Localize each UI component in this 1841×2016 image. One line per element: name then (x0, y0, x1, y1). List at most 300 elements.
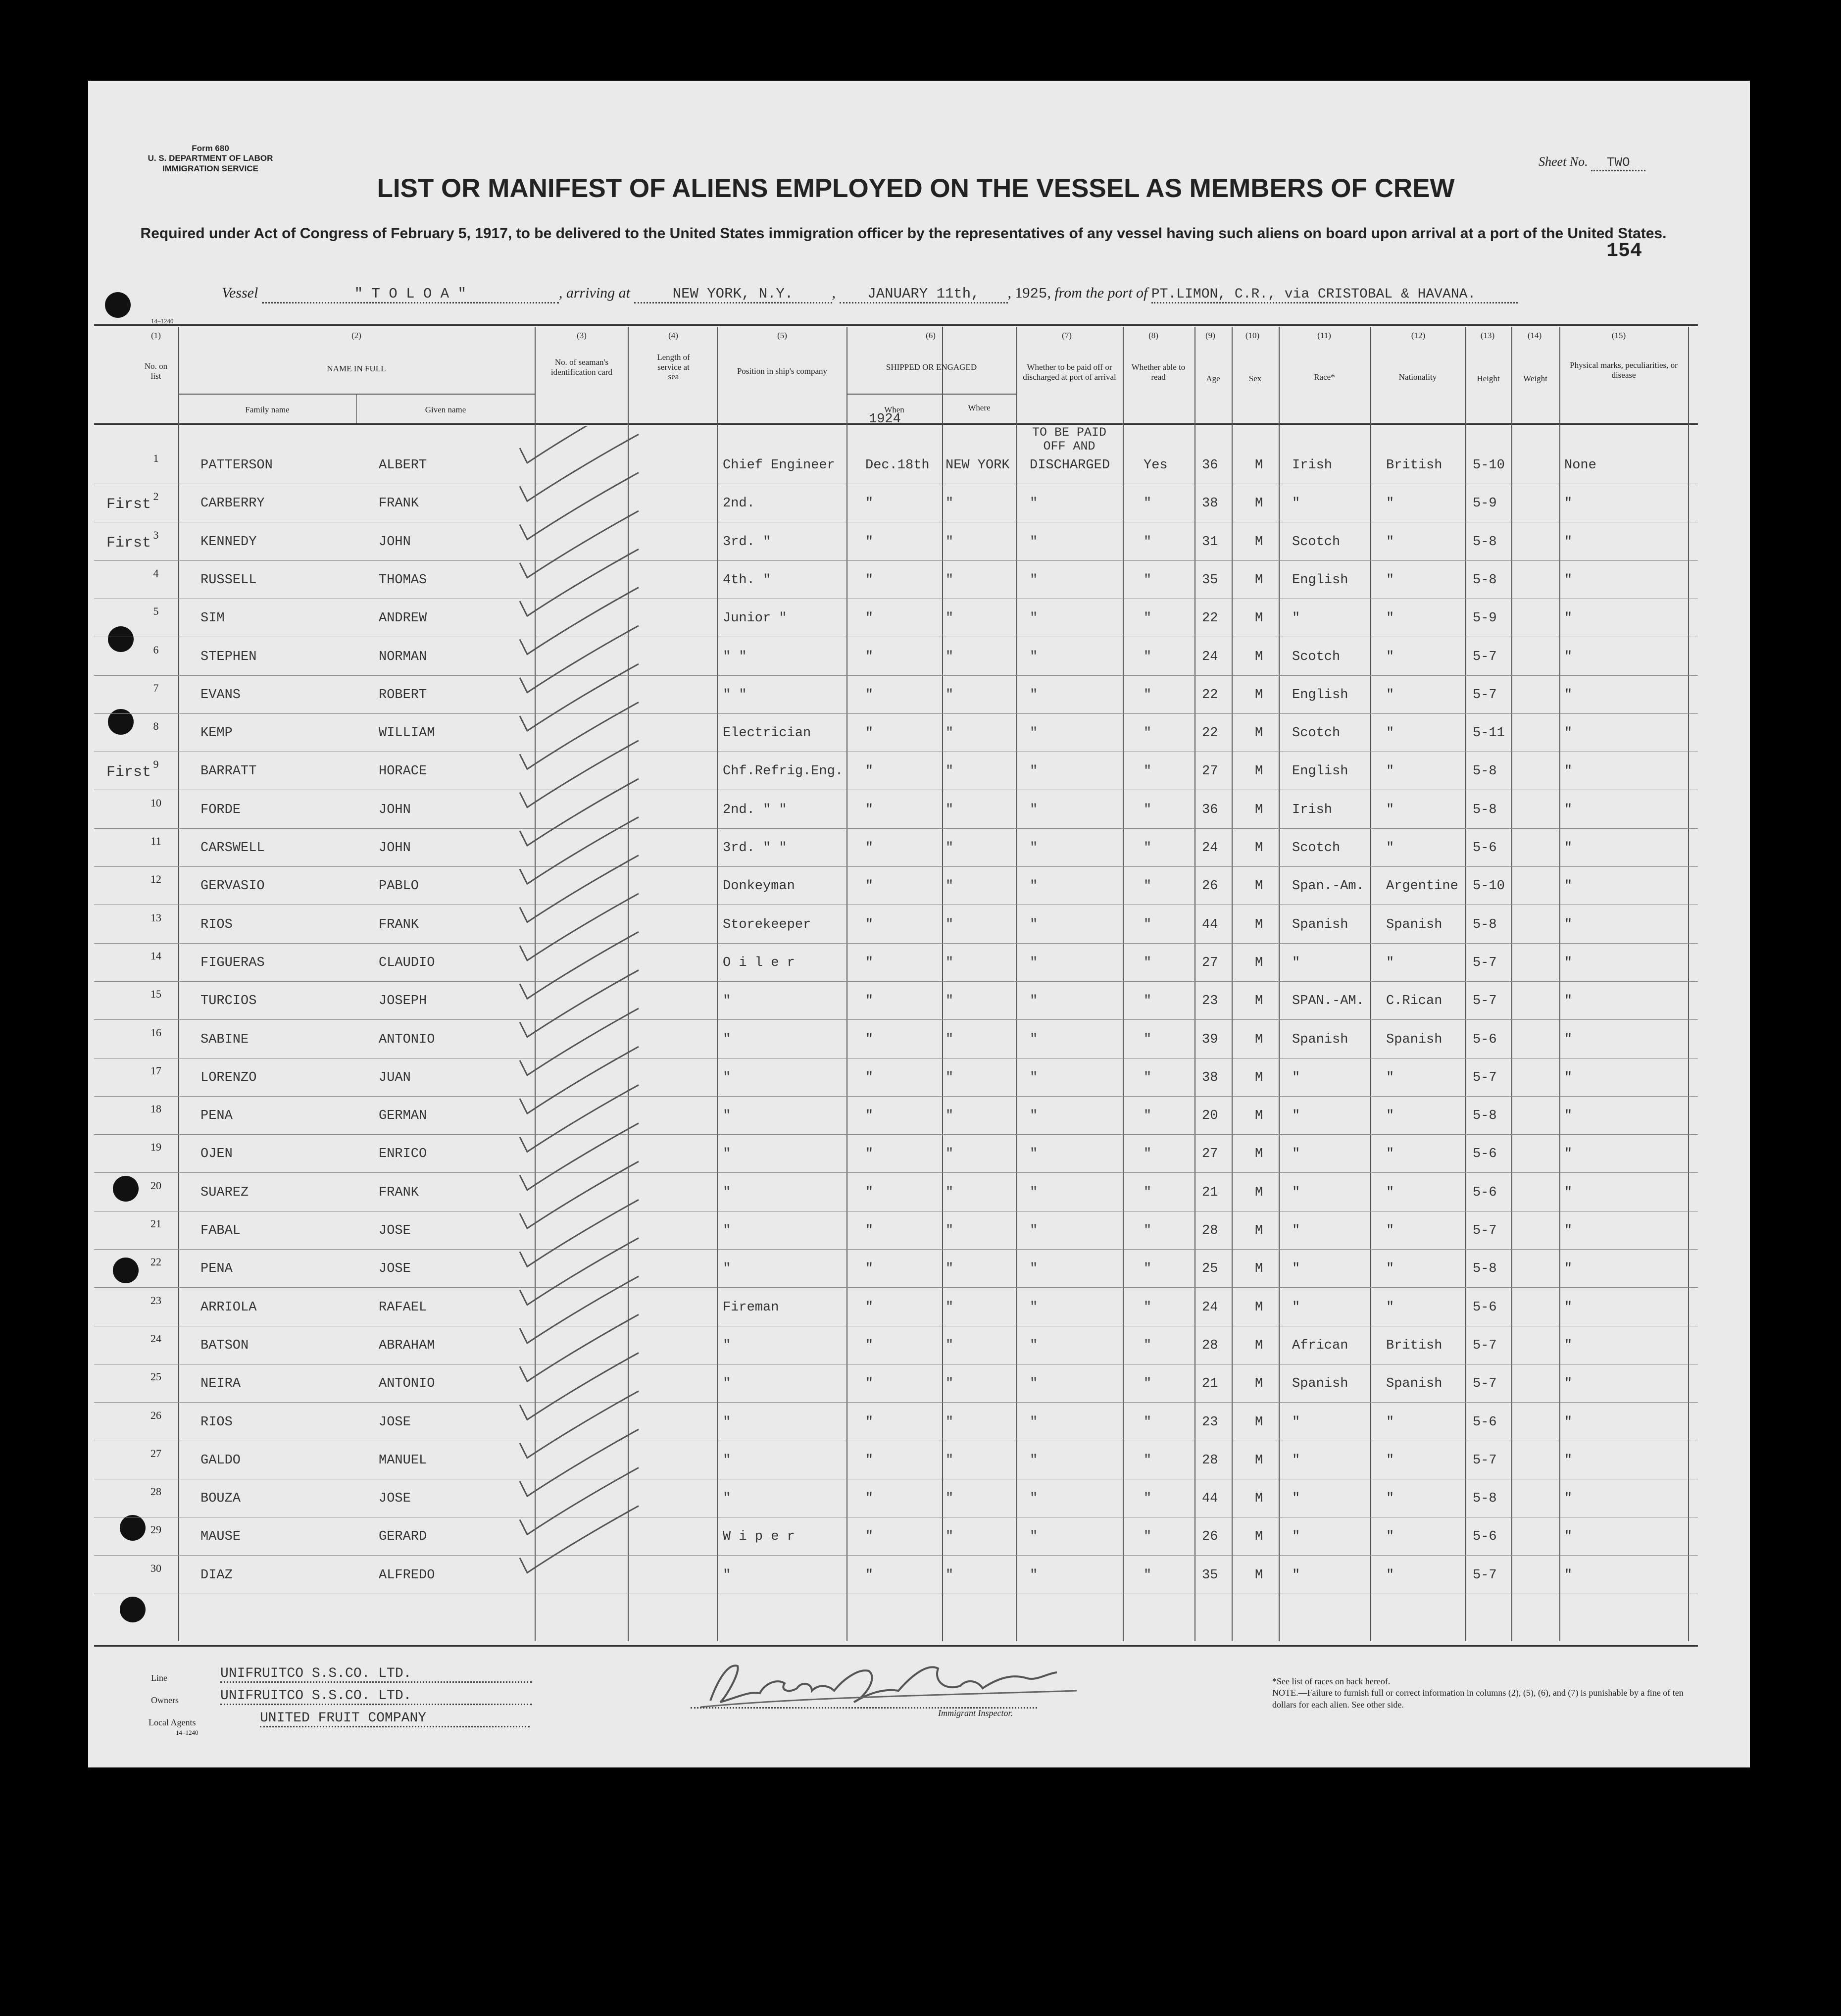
shipped-when: " (865, 1109, 874, 1124)
height: 5-6 (1473, 1147, 1497, 1162)
family-name: GERVASIO (200, 879, 265, 894)
col-rule (1123, 327, 1124, 1641)
position: Donkeyman (723, 879, 795, 894)
row-rule (94, 1402, 1698, 1403)
physical-marks: " (1564, 1109, 1573, 1124)
service: IMMIGRATION SERVICE (162, 163, 258, 173)
paid-off: " (1030, 994, 1038, 1009)
height: 5-7 (1473, 1223, 1497, 1238)
hdr-no-on-list: No. on list (144, 361, 168, 381)
owners-value: UNIFRUITCO S.S.CO. LTD. (220, 1688, 532, 1705)
shipped-when: " (865, 1414, 874, 1430)
age: 21 (1202, 1185, 1218, 1200)
line-label: Line (151, 1673, 167, 1683)
race: Spanish (1292, 1032, 1348, 1047)
shipped-when: " (865, 1032, 874, 1047)
checkmark (520, 1429, 639, 1496)
row-number: 24 (150, 1332, 161, 1345)
paid-off: " (1030, 764, 1038, 779)
print-code: 14–1240 (151, 317, 174, 325)
able-to-read: " (1144, 1147, 1152, 1162)
family-name: TURCIOS (200, 994, 257, 1009)
family-name: EVANS (200, 687, 241, 703)
paid-off: " (1030, 611, 1038, 626)
row-number: 14 (150, 949, 161, 962)
position: Electrician (723, 726, 811, 741)
sex: M (1255, 764, 1263, 779)
age: 28 (1202, 1223, 1218, 1238)
family-name: SUAREZ (200, 1185, 249, 1200)
row-rule (94, 1172, 1698, 1173)
sheet-label: Sheet No. (1539, 154, 1588, 169)
paid-off: " (1030, 917, 1038, 932)
shipped-where: " (945, 1109, 954, 1124)
position: 2nd. (723, 496, 755, 511)
shipped-when: " (865, 917, 874, 932)
able-to-read: " (1144, 1529, 1152, 1545)
able-to-read: " (1144, 1185, 1152, 1200)
paid-off: " (1030, 1185, 1038, 1200)
vessel-label: Vessel (222, 285, 258, 301)
checkmark (520, 473, 639, 540)
row-number: 11 (150, 835, 161, 847)
race: English (1292, 572, 1348, 588)
given-name: ANTONIO (379, 1032, 435, 1047)
checkmark (520, 1085, 639, 1152)
physical-marks: " (1564, 726, 1573, 741)
hdr-position: Position in ship's company (737, 366, 828, 376)
shipped-when: " (865, 1185, 874, 1200)
age: 35 (1202, 1567, 1218, 1583)
paid-off: " (1030, 1453, 1038, 1468)
shipped-when: " (865, 994, 874, 1009)
family-name: KENNEDY (200, 534, 257, 550)
sex: M (1255, 496, 1263, 511)
nationality: " (1386, 1185, 1394, 1200)
physical-marks: " (1564, 496, 1573, 511)
given-name: ANDREW (379, 611, 427, 626)
paid-off: " (1030, 1147, 1038, 1162)
able-to-read: " (1144, 1070, 1152, 1085)
physical-marks: " (1564, 649, 1573, 664)
row-rule (94, 1134, 1698, 1135)
row-rule (94, 828, 1698, 829)
shipped-when: " (865, 1529, 874, 1545)
row-number: 8 (153, 720, 159, 733)
position: " (723, 1109, 731, 1124)
age: 44 (1202, 917, 1218, 932)
shipped-where: " (945, 1070, 954, 1085)
checkmark (520, 626, 639, 693)
given-name: FRANK (379, 496, 419, 511)
shipped-where: " (945, 1032, 954, 1047)
col-num-13: (13) (1480, 331, 1495, 340)
age: 31 (1202, 534, 1218, 550)
height: 5-6 (1473, 1414, 1497, 1430)
shipped-when: " (865, 572, 874, 588)
race: Scotch (1292, 534, 1341, 550)
nationality: " (1386, 1300, 1394, 1315)
hdr-age: Age (1206, 374, 1220, 383)
row-number: 10 (150, 796, 161, 809)
sex: M (1255, 611, 1263, 626)
row-rule (94, 943, 1698, 944)
able-to-read: " (1144, 496, 1152, 511)
height: 5-7 (1473, 1453, 1497, 1468)
col-num-10: (10) (1245, 331, 1260, 340)
able-to-read: " (1144, 649, 1152, 664)
sex: M (1255, 1032, 1263, 1047)
paid-off: " (1030, 496, 1038, 511)
sex: M (1255, 1300, 1263, 1315)
row-number: 27 (150, 1447, 161, 1460)
race: " (1292, 1529, 1300, 1545)
shipped-when: " (865, 1453, 874, 1468)
checkmark (520, 1200, 639, 1266)
shipped-when: " (865, 879, 874, 894)
position: O i l e r (723, 955, 795, 970)
sex: M (1255, 1185, 1263, 1200)
family-name: LORENZO (200, 1070, 257, 1085)
shipped-where: " (945, 1300, 954, 1315)
position: Chf.Refrig.Eng. (723, 764, 844, 779)
race: " (1292, 1300, 1300, 1315)
able-to-read: " (1144, 1491, 1152, 1507)
col-rule (178, 327, 179, 1641)
able-to-read: " (1144, 1376, 1152, 1392)
checkmark (520, 549, 639, 616)
shipped-where: " (945, 841, 954, 856)
physical-marks: " (1564, 879, 1573, 894)
family-name: RIOS (200, 1414, 233, 1430)
row-number: 4 (153, 566, 159, 579)
family-name: STEPHEN (200, 649, 257, 664)
row-number: 18 (150, 1103, 161, 1115)
able-to-read: " (1144, 726, 1152, 741)
able-to-read: " (1144, 1338, 1152, 1353)
checkmark (520, 1506, 639, 1573)
row-number: 6 (153, 643, 159, 656)
paid-off: " (1030, 1567, 1038, 1583)
row-rule (94, 713, 1698, 714)
shipped-where: " (945, 534, 954, 550)
checkmark (520, 1391, 639, 1458)
race: English (1292, 687, 1348, 703)
row-rule (94, 1287, 1698, 1288)
paid-off: " (1030, 1032, 1038, 1047)
height: 5-8 (1473, 1261, 1497, 1277)
shipped-subrule (846, 394, 1016, 395)
row-number: 22 (150, 1256, 161, 1268)
hdr-read: Whether able to read (1131, 362, 1186, 382)
given-name: JOSE (379, 1261, 411, 1277)
family-name: DIAZ (200, 1567, 233, 1583)
hdr-given-name: Given name (425, 405, 466, 414)
able-to-read: Yes (1144, 458, 1168, 473)
family-name: KEMP (200, 726, 233, 741)
position: W i p e r (723, 1529, 795, 1545)
race: Scotch (1292, 726, 1341, 741)
shipped-when: " (865, 496, 874, 511)
shipped-when: " (865, 1376, 874, 1392)
able-to-read: " (1144, 1223, 1152, 1238)
given-name: JOSEPH (379, 994, 427, 1009)
given-name: FRANK (379, 917, 419, 932)
position: " (723, 1261, 731, 1277)
height: 5-10 (1473, 458, 1505, 473)
footer-print-code: 14–1240 (176, 1729, 199, 1736)
age: 24 (1202, 1300, 1218, 1315)
nationality: " (1386, 1109, 1394, 1124)
given-name: ENRICO (379, 1147, 427, 1162)
line-value: UNIFRUITCO S.S.CO. LTD. (220, 1666, 532, 1683)
row-number: 9 (153, 758, 159, 771)
age: 24 (1202, 649, 1218, 664)
shipped-where: " (945, 572, 954, 588)
paid-off: " (1030, 687, 1038, 703)
paid-off: " (1030, 534, 1038, 550)
given-name: JOSE (379, 1414, 411, 1430)
year-suffix: 25 (1030, 286, 1047, 302)
physical-marks: " (1564, 994, 1573, 1009)
nationality: Spanish (1386, 917, 1443, 932)
hdr-family-name: Family name (245, 405, 290, 414)
height: 5-7 (1473, 649, 1497, 664)
given-name: ANTONIO (379, 1376, 435, 1392)
physical-marks: " (1564, 1147, 1573, 1162)
race: English (1292, 764, 1348, 779)
race: Spanish (1292, 917, 1348, 932)
paid-off: " (1030, 1376, 1038, 1392)
sex: M (1255, 1491, 1263, 1507)
shipped-where: " (945, 955, 954, 970)
footer-agents (149, 1711, 535, 1730)
row-rule (94, 560, 1698, 561)
footer-owners (151, 1688, 532, 1708)
age: 21 (1202, 1376, 1218, 1392)
row-rule (94, 1019, 1698, 1020)
row-rule (94, 675, 1698, 676)
punch-hole (105, 292, 131, 318)
age: 36 (1202, 802, 1218, 817)
height: 5-7 (1473, 994, 1497, 1009)
checkmark (520, 1161, 639, 1228)
row-number: 5 (153, 605, 159, 618)
shipped-when: " (865, 802, 874, 817)
paid-off: " (1030, 879, 1038, 894)
race: African (1292, 1338, 1348, 1353)
able-to-read: " (1144, 1453, 1152, 1468)
form-id-block (129, 144, 292, 174)
shipped-where: " (945, 649, 954, 664)
given-name: RAFAEL (379, 1300, 427, 1315)
shipped-where: " (945, 496, 954, 511)
race: " (1292, 1185, 1300, 1200)
hdr-weight: Weight (1523, 374, 1547, 383)
physical-marks: " (1564, 1070, 1573, 1085)
hdr-physical-marks: Physical marks, peculiarities, or disease (1570, 360, 1678, 380)
row-rule (94, 981, 1698, 982)
nationality: " (1386, 611, 1394, 626)
physical-marks: " (1564, 764, 1573, 779)
position: " (723, 1185, 731, 1200)
checkmark (520, 856, 639, 922)
shipped-when: " (865, 1261, 874, 1277)
height: 5-6 (1473, 1300, 1497, 1315)
family-name: SIM (200, 611, 225, 626)
height: 5-8 (1473, 1491, 1497, 1507)
height: 5-7 (1473, 687, 1497, 703)
shipped-when: " (865, 764, 874, 779)
sex: M (1255, 1453, 1263, 1468)
hdr-shipped: SHIPPED OR ENGAGED (886, 362, 977, 372)
age: 25 (1202, 1261, 1218, 1277)
shipped-where: " (945, 1491, 954, 1507)
row-number: 20 (150, 1179, 161, 1192)
shipped-when: " (865, 611, 874, 626)
col-num-15: (15) (1611, 331, 1626, 340)
footer-notes (1272, 1676, 1698, 1711)
agents-value: UNITED FRUIT COMPANY (260, 1711, 530, 1727)
col-num-5: (5) (777, 331, 787, 340)
nationality: " (1386, 802, 1394, 817)
given-name: JOSE (379, 1223, 411, 1238)
col-rule (1279, 327, 1280, 1641)
checkmark (520, 1467, 639, 1534)
physical-marks: " (1564, 841, 1573, 856)
age: 38 (1202, 1070, 1218, 1085)
shipped-when: " (865, 649, 874, 664)
given-name: HORACE (379, 764, 427, 779)
checkmark (520, 1123, 639, 1190)
shipped-where: " (945, 1223, 954, 1238)
age: 26 (1202, 879, 1218, 894)
position: " (723, 1414, 731, 1430)
hdr-id-card: No. of seaman's identification card (550, 357, 613, 377)
position: Storekeeper (723, 917, 811, 932)
col-num-9: (9) (1205, 331, 1215, 340)
nationality: " (1386, 1070, 1394, 1085)
sex: M (1255, 841, 1263, 856)
vessel-name: " T O L O A " (262, 286, 559, 303)
col-num-14: (14) (1527, 331, 1542, 340)
family-name: PATTERSON (200, 458, 273, 473)
col-rule (1511, 327, 1512, 1641)
row-rule (94, 866, 1698, 867)
row-number: 17 (150, 1064, 161, 1077)
given-name: GERMAN (379, 1109, 427, 1124)
nationality: " (1386, 534, 1394, 550)
col-num-12: (12) (1411, 331, 1426, 340)
given-name: CLAUDIO (379, 955, 435, 970)
family-name: GALDO (200, 1453, 241, 1468)
paid-off: " (1030, 726, 1038, 741)
able-to-read: " (1144, 802, 1152, 817)
shipped-when: " (865, 955, 874, 970)
age: 28 (1202, 1453, 1218, 1468)
race: " (1292, 1261, 1300, 1277)
sex: M (1255, 1529, 1263, 1545)
checkmark (520, 702, 639, 769)
row-prefix: First (106, 764, 151, 781)
checkmark (520, 588, 639, 655)
shipped-where: " (945, 1567, 954, 1583)
height: 5-8 (1473, 802, 1497, 817)
row-number: 21 (150, 1217, 161, 1230)
physical-marks: None (1564, 458, 1596, 473)
position: " (723, 1338, 731, 1353)
given-name: MANUEL (379, 1453, 427, 1468)
position: " (723, 1223, 731, 1238)
race: " (1292, 1453, 1300, 1468)
family-name: CARSWELL (200, 841, 265, 856)
row-rule (94, 1096, 1698, 1097)
paid-off-note: TO BE PAID OFF AND (1032, 425, 1107, 454)
form-subtitle: Required under Act of Congress of February 5, 1917, to be delivered to the United States immigration officer by the representatives of any vessel having such aliens on board upon arrival at a port of the United States. (140, 225, 1667, 242)
physical-marks: " (1564, 572, 1573, 588)
nationality: " (1386, 764, 1394, 779)
row-number: 3 (153, 528, 159, 541)
hdr-nationality: Nationality (1398, 372, 1437, 382)
shipped-when: " (865, 1147, 874, 1162)
checkmark (520, 434, 639, 501)
row-number: 13 (150, 911, 161, 924)
family-name: CARBERRY (200, 496, 265, 511)
physical-marks: " (1564, 1529, 1573, 1545)
hdr-paid-off: Whether to be paid off or discharged at port of arrival (1023, 362, 1116, 382)
physical-marks: " (1564, 1223, 1573, 1238)
position: " (723, 1491, 731, 1507)
family-name: RIOS (200, 917, 233, 932)
race: " (1292, 611, 1300, 626)
physical-marks: " (1564, 802, 1573, 817)
family-name: BOUZA (200, 1491, 241, 1507)
physical-marks: " (1564, 955, 1573, 970)
paid-off: " (1030, 955, 1038, 970)
shipped-where: " (945, 1261, 954, 1277)
age: 36 (1202, 458, 1218, 473)
height: 5-8 (1473, 534, 1497, 550)
race: Span.-Am. (1292, 879, 1364, 894)
family-name: BATSON (200, 1338, 249, 1353)
position: Junior " (723, 611, 787, 626)
race: Scotch (1292, 649, 1341, 664)
physical-marks: " (1564, 1185, 1573, 1200)
able-to-read: " (1144, 879, 1152, 894)
nationality: " (1386, 1414, 1394, 1430)
nationality: " (1386, 841, 1394, 856)
height: 5-7 (1473, 1376, 1497, 1392)
position: " (723, 994, 731, 1009)
height: 5-6 (1473, 1185, 1497, 1200)
col-rule (1016, 327, 1017, 1641)
physical-marks: " (1564, 1414, 1573, 1430)
row-number: 26 (150, 1409, 161, 1421)
stamp-number: 154 (1606, 240, 1642, 262)
shipped-where: " (945, 1529, 954, 1545)
position: " (723, 1376, 731, 1392)
race: " (1292, 496, 1300, 511)
height: 5-6 (1473, 841, 1497, 856)
arriving-label: , arriving at (558, 285, 630, 301)
hdr-length-service: Length of service at sea (657, 353, 690, 382)
given-name: PABLO (379, 879, 419, 894)
col-num-8: (8) (1148, 331, 1158, 340)
race: " (1292, 1223, 1300, 1238)
race: Irish (1292, 802, 1333, 817)
family-name: FABAL (200, 1223, 241, 1238)
row-number: 23 (150, 1294, 161, 1307)
